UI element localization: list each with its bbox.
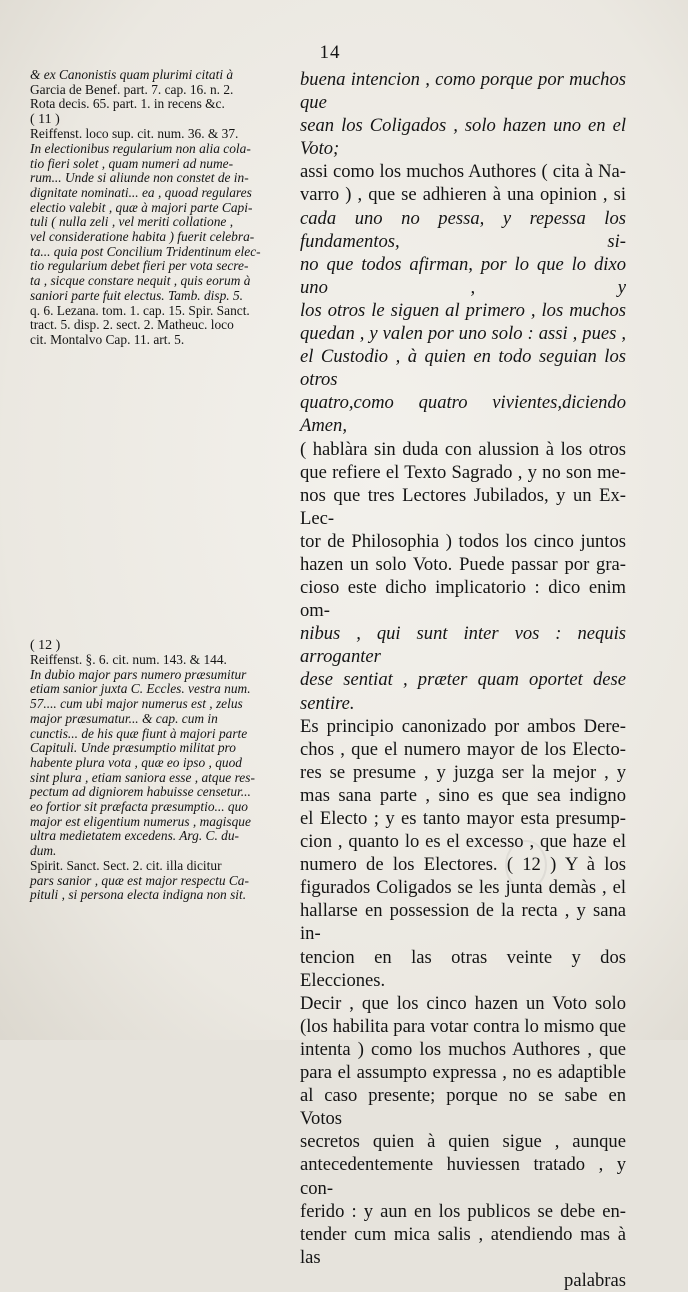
text-line: tor de Philosophia ) todos los cinco juntos <box>300 530 626 552</box>
text-line: tencion en las otras veinte y dos Elecciones. <box>300 946 626 991</box>
text-line: para el assumpto expressa , no es adaptible <box>300 1062 626 1084</box>
text-line: no que todos afirman, por lo que lo dixo uno , y <box>300 253 626 298</box>
text-line: varro ) , que se adhieren à una opinion , si <box>300 184 626 206</box>
text-line: al caso presente; porque no se sabe en Votos <box>300 1085 626 1130</box>
note-line: Garcia de Benef. part. 7. cap. 16. n. 2. <box>30 81 234 97</box>
note-line: q. 6. Lezana. tom. 1. cap. 15. Spir. Sanct. <box>30 302 250 318</box>
text-line: nos que tres Lectores Jubilados, y un Ex-Lec- <box>300 484 626 529</box>
note-line: & ex Canonistis quam plurimi citati à <box>30 67 234 82</box>
note-line: Reiffenst. loco sup. cit. num. 36. & 37. <box>30 126 239 142</box>
note-line: etiam sanior juxta C. Eccles. vestra num. <box>30 681 251 697</box>
note-line: tuli ( nulla zeli , vel meriti collatione , <box>30 214 234 230</box>
text-line: ferido : y aun en los publicos se debe en- <box>300 1200 626 1222</box>
text-line: hazen un solo Voto. Puede passar por gra- <box>300 553 626 575</box>
text-line: Es principio canonizado por ambos Dere- <box>300 715 626 737</box>
text-line: buena intencion , como porque por muchos que <box>300 69 626 114</box>
text-line: dese sentiat , præter quam oportet dese sentire. <box>300 669 626 714</box>
note-line: pituli , si persona electa indigna non sit. <box>30 887 247 903</box>
text-line: nibus , qui sunt inter vos : nequis arroganter <box>300 623 626 668</box>
text-line: cada uno no pessa, y repessa los fundamentos, si- <box>300 207 626 252</box>
catchword: palabras <box>564 1269 626 1291</box>
bleed-through-mark <box>505 840 547 890</box>
note-line: Reiffenst. §. 6. cit. num. 143. & 144. <box>30 652 227 667</box>
note-line: tio fieri solet , quam numeri ad nume- <box>30 155 234 171</box>
note-line: electio valebit , quæ à majori parte Capi- <box>30 199 253 215</box>
note-line: cit. Montalvo Cap. 11. art. 5. <box>30 331 185 347</box>
text-line: hallarse en possession de la recta , y sana in- <box>300 900 626 945</box>
text-line: mas sana parte , sino es que sea indigno <box>300 784 626 806</box>
note-line: Spirit. Sanct. Sect. 2. cit. illa dicitur <box>30 857 222 873</box>
text-line: ( hablàra sin duda con alussion à los otros <box>300 438 626 460</box>
note-line: eo fortior sit præfacta præsumptio... quo <box>30 799 248 815</box>
note-line: saniori parte fuit electus. Tamb. disp. 5. <box>30 287 244 303</box>
note-line: major præsumatur... & cap. cum in <box>30 710 218 726</box>
note-line: dignitate nominati... ea , quoad regulares <box>30 184 252 200</box>
note-line: In dubio major pars numero præsumitur <box>30 666 247 682</box>
note-line: Capituli. Unde præsumptio militat pro <box>30 740 236 756</box>
note-line: ta , sicque constare nequit , quis eorum à <box>30 273 251 289</box>
text-line: numero de los Electores. ( 12 ) Y à los <box>300 854 626 876</box>
text-line: chos , que el numero mayor de los Electo- <box>300 738 626 760</box>
text-line: intenta ) como los muchos Authores , que <box>300 1038 626 1060</box>
note-line: 57.... cum ubi major numerus est , zelus <box>30 696 243 712</box>
text-line: los otros le siguen al primero , los muchos <box>300 299 626 321</box>
note-number-12: ( 12 ) <box>30 638 61 653</box>
text-line: tender cum mica salis , atendiendo mas à las <box>300 1223 626 1268</box>
text-line: el Electo ; y es tanto mayor esta presump- <box>300 808 626 829</box>
text-line: que refiere el Texto Sagrado , y no son me- <box>300 461 626 483</box>
text-line: el Custodio , à quien en todo seguian los otros <box>300 346 626 391</box>
note-line: ultra medietatem excedens. Arg. C. du- <box>30 828 239 844</box>
text-line: cioso este dicho implicatorio : dico enim om- <box>300 577 626 622</box>
note-block-11 <box>30 127 288 348</box>
text-line: secretos quien à quien sigue , aunque <box>300 1131 626 1153</box>
note-line: dum. <box>30 843 57 859</box>
text-line: sean los Coligados , solo hazen uno en el Voto; <box>300 115 626 160</box>
text-line: quatro,como quatro vivientes,diciendo Amen, <box>300 392 626 437</box>
text-line: res se presume , y juzga ser la mejor , y <box>300 761 626 783</box>
note-number-11: ( 11 ) <box>30 112 60 128</box>
text-line: figurados Coligados se les junta demàs , el <box>300 877 626 899</box>
marginal-notes-column <box>30 67 288 903</box>
note-line: major est eligentium numerus , magisque <box>30 813 251 829</box>
page-number: 14 <box>319 42 341 63</box>
text-line: cion , quanto lo es el excesso , que haze el <box>300 831 626 853</box>
note-line: sint plura , etiam saniora esse , atque res- <box>30 769 255 785</box>
text-line: assi como los muchos Authores ( cita à Na- <box>300 161 626 183</box>
note-line: pars sanior , quæ est major respectu Ca- <box>30 872 249 888</box>
note-line: ta... quia post Concilium Tridentinum elec- <box>30 243 261 259</box>
note-line: tract. 5. disp. 2. sect. 2. Matheuc. loco <box>30 317 234 333</box>
note-line: Rota decis. 65. part. 1. in recens &c. <box>30 96 225 112</box>
note-line: tio regularium debet fieri per vota secre- <box>30 258 249 274</box>
text-line: Decir , que los cinco hazen un Voto solo <box>300 992 626 1014</box>
text-line: (los habilita para votar contra lo mismo que <box>300 1015 626 1037</box>
note-line: pectum ad digniorem habuisse censetur... <box>30 784 251 800</box>
text-line: antecedentemente huviessen tratado , y con- <box>300 1154 626 1199</box>
note-block-12 <box>30 638 288 903</box>
note-block-continued <box>30 68 288 112</box>
note-line: rum... Unde si aliunde non constet de in- <box>30 170 249 186</box>
note-line: vel consideratione habita ) fuerit celebra- <box>30 229 255 245</box>
note-line: cunctis... de his quæ fiunt à majori parte <box>30 725 248 741</box>
main-text-column <box>300 68 626 1292</box>
text-line: quedan , y valen por uno solo : assi , pues , <box>300 323 626 345</box>
note-line: habente plura vota , quæ eo ipso , quod <box>30 754 243 770</box>
note-line: In electionibus regularium non alia cola- <box>30 140 251 156</box>
